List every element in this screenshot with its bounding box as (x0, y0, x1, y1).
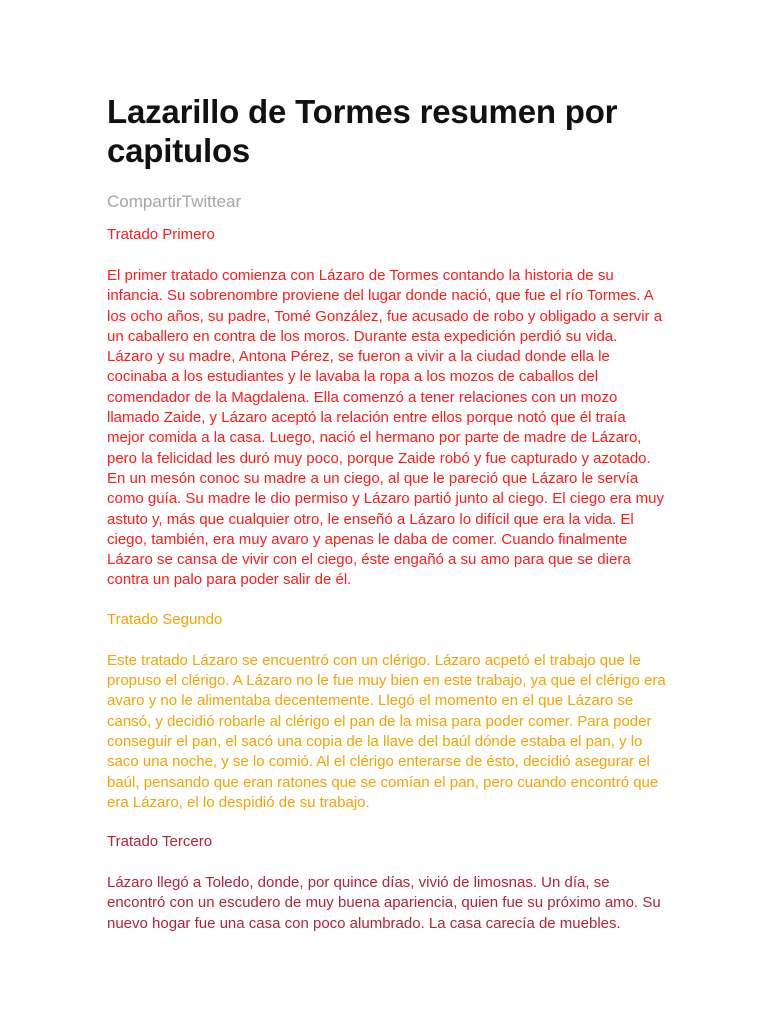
section-body: El primer tratado comienza con Lázaro de Tormes contando la historia de su infancia. Su sobrenombre proviene del lugar donde nació, que fue el río Tormes. A los ocho años, su padre, Tomé González, fue acusado de robo y obligado a servir a un caballero en contra de los moros. Durante esta expedición perdió su vida. Lázaro y su madre, Antona Pérez, se fueron a vivir a la ciudad donde ella le cocinaba a los estudiantes y le lavaba la ropa a los mozos de caballos del comendador de la Magdalena. Ella comenzó a tener relaciones con un mozo llamado Zaide, y Lázaro aceptó la relación entre ellos porque notó que él traía mejor comida a la casa. Luego, nació el hermano por parte de madre de Lázaro, pero la felicidad les duró muy poco, porque Zaide robó y fue capturado y azotado. En un mesón conoc su madre a un ciego, al que le pareció que Lázaro le servía como guía. Su madre le dio permiso y Lázaro partió junto al ciego. El ciego era muy astuto y, más que cualquier otro, le enseñó a Lázaro lo difícil que era la vida. El ciego, también, era muy avaro y apenas le daba de comer. Cuando finalmente Lázaro se cansa de vivir con el ciego, éste engañó a su amo para que se diera contra un palo para poder salir de él. (107, 267, 664, 589)
page-title: Lazarillo de Tormes resumen por capitulos (107, 93, 618, 169)
share-twittear-link[interactable]: Twittear (181, 192, 242, 211)
section-segundo (107, 610, 667, 813)
section-heading: Tratado Tercero (107, 833, 213, 851)
section-body: Lázaro llegó a Toledo, donde, por quince días, vivió de limosnas. Un día, se encontró con un escudero de muy buena apariencia, quien fue su próximo amo. Su nuevo hogar fue una casa con poco alumbrado. La casa carecía de muebles. (107, 874, 661, 932)
share-compartir-link[interactable]: Compartir (107, 192, 182, 211)
section-heading: Tratado Segundo (107, 610, 223, 628)
share-bar (107, 191, 667, 213)
section-tercero (107, 832, 667, 934)
section-primero (107, 225, 667, 591)
article (107, 92, 667, 934)
section-body: Este tratado Lázaro se encuentró con un clérigo. Lázaro acpetó el trabajo que le propuso el clérigo. A Lázaro no le fue muy bien en este trabajo, ya que el clérigo era avaro y no le alimentaba decentemente. Llegó el momento en el que Lázaro se cansó, y decidió robarle al clérigo el pan de la misa para poder comer. Para poder conseguir el pan, el sacó una copia de la llave del baúl dónde estaba el pan, y lo saco una noche, y se lo comió. Al el clérigo enterarse de ésto, decidió asegurar el baúl, pensando que eran ratones que se comían el pan, pero cuando encontró que era Lázaro, el lo despidió de su trabajo. (107, 651, 666, 811)
section-heading: Tratado Primero (107, 226, 215, 243)
